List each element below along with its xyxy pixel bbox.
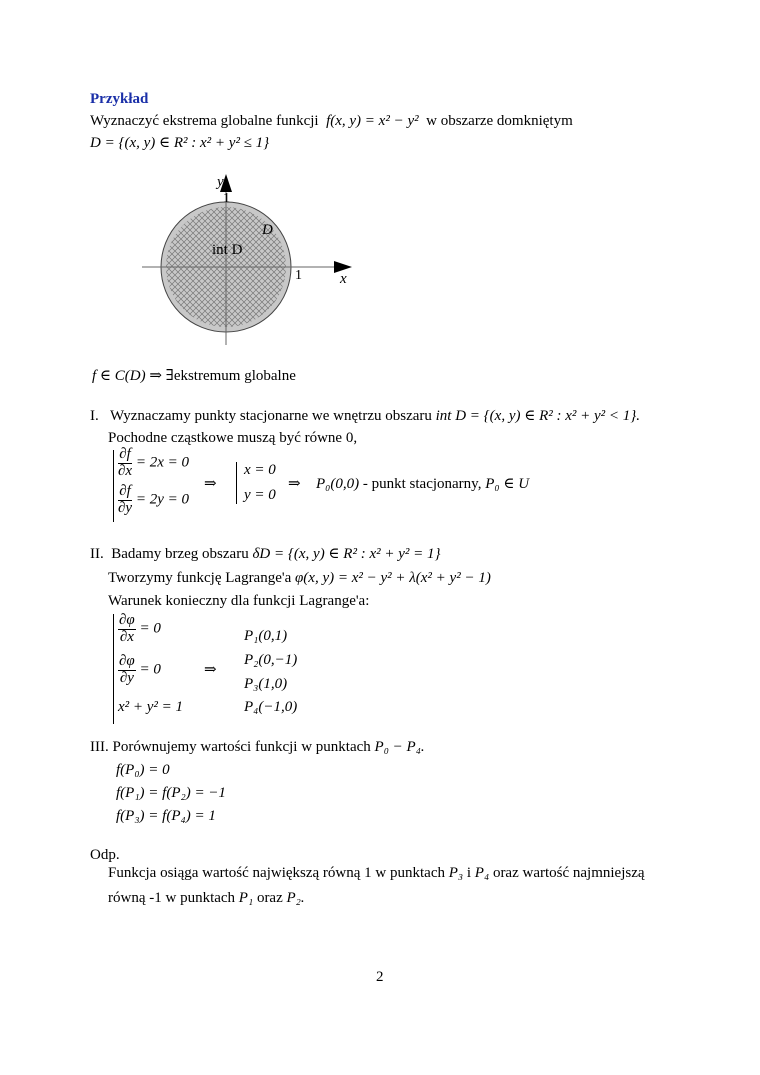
- function-formula: f(x, y) = x² − y²: [326, 113, 419, 129]
- step1-text: Wyznaczamy punkty stacjonarne we wnętrzu obszaru: [110, 408, 432, 424]
- answer-line-2: równą -1 w punktach P₁ oraz P₂.: [108, 890, 305, 906]
- value-f-p3-p4: f(P₃) = f(P₄) = 1: [116, 808, 216, 824]
- step3-range: P₀ − P₄.: [374, 739, 425, 755]
- step2-eq-phiy: $\frac{\partial\varphi}{\partial y}$ = 0: [119, 653, 161, 686]
- step2-set: δD = {(x, y) ∈ R² : x² + y² = 1}: [252, 546, 441, 562]
- continuity-statement: [92, 368, 296, 385]
- step1-partials-text: Pochodne cząstkowe muszą być równe 0,: [108, 430, 358, 446]
- step1-eq-fx: $\frac{\partial f}{\partial x}$ = 2x = 0: [118, 446, 189, 479]
- y-axis-label: y: [217, 174, 224, 190]
- step2-eq-constraint: x² + y² = 1: [118, 699, 184, 715]
- answer-line-1: Funkcja osiąga wartość największą równą 1 w punktach P₃ i P₄ oraz wartość najmniejszą: [108, 865, 645, 881]
- implies-icon: ⇒: [204, 662, 217, 678]
- problem-statement: [90, 113, 573, 130]
- problem-region: w obszarze domkniętym: [426, 113, 573, 129]
- step1-sol-y: y = 0: [244, 487, 276, 503]
- step3-numeral: III.: [90, 739, 109, 755]
- candidate-point-p1: P₁(0,1): [244, 628, 288, 644]
- step1-solution-brace: [236, 462, 237, 504]
- interior-label: int D: [212, 242, 243, 258]
- boundary-label: D: [262, 222, 273, 238]
- step2-numeral: II.: [90, 546, 104, 562]
- stationary-point-desc: - punkt stacjonarny,: [362, 476, 482, 492]
- step2-eq-phix: $\frac{\partial\varphi}{\partial x}$ = 0: [119, 612, 161, 645]
- domain-figure: [130, 170, 370, 350]
- step2-system-brace: [113, 614, 114, 724]
- step3-text: Porównujemy wartości funkcji w punktach: [112, 739, 371, 755]
- section-title: Przykład: [90, 91, 149, 107]
- problem-intro: Wyznaczyć ekstrema globalne funkcji: [90, 113, 319, 129]
- x-axis-label: x: [340, 271, 347, 287]
- step2-text: Badamy brzeg obszaru: [111, 546, 249, 562]
- value-f-p1-p2: f(P₁) = f(P₂) = −1: [116, 785, 226, 801]
- continuity-premise: f ∈ C(D) ⇒ ∃: [92, 368, 174, 384]
- implies-icon: ⇒: [288, 476, 301, 492]
- stationary-point: P₀(0,0): [316, 476, 360, 492]
- value-f-p0: f(P₀) = 0: [116, 762, 170, 778]
- stationary-point-membership: P₀ ∈ U: [485, 476, 530, 492]
- y-tick-label: 1: [223, 191, 230, 206]
- x-tick-label: 1: [295, 268, 302, 283]
- candidate-point-p4: P₄(−1,0): [244, 699, 298, 715]
- candidate-point-p3: P₃(1,0): [244, 676, 288, 692]
- step2-heading: [90, 546, 441, 563]
- step3-heading: [90, 739, 425, 756]
- implies-icon: ⇒: [204, 476, 217, 492]
- step1-result: [316, 476, 529, 493]
- step1-numeral: I.: [90, 408, 99, 424]
- answer-label: Odp.: [90, 847, 120, 863]
- candidate-point-p2: P₂(0,−1): [244, 652, 298, 668]
- necessary-condition-text: Warunek konieczny dla funkcji Lagrange'a:: [108, 593, 370, 609]
- step1-sol-x: x = 0: [244, 462, 276, 478]
- domain-definition: D = {(x, y) ∈ R² : x² + y² ≤ 1}: [90, 135, 270, 151]
- continuity-conclusion: ekstremum globalne: [173, 368, 296, 384]
- step1-system-brace: [113, 450, 114, 522]
- lagrange-line: [108, 570, 491, 587]
- lagrange-text: Tworzymy funkcję Lagrange'a: [108, 570, 292, 586]
- page-number: 2: [376, 969, 384, 985]
- step1-set: int D = {(x, y) ∈ R² : x² + y² < 1}.: [435, 408, 641, 424]
- step1-heading: [90, 408, 640, 425]
- lagrange-function: φ(x, y) = x² − y² + λ(x² + y² − 1): [295, 570, 491, 586]
- step1-eq-fy: $\frac{\partial f}{\partial y}$ = 2y = 0: [118, 483, 189, 516]
